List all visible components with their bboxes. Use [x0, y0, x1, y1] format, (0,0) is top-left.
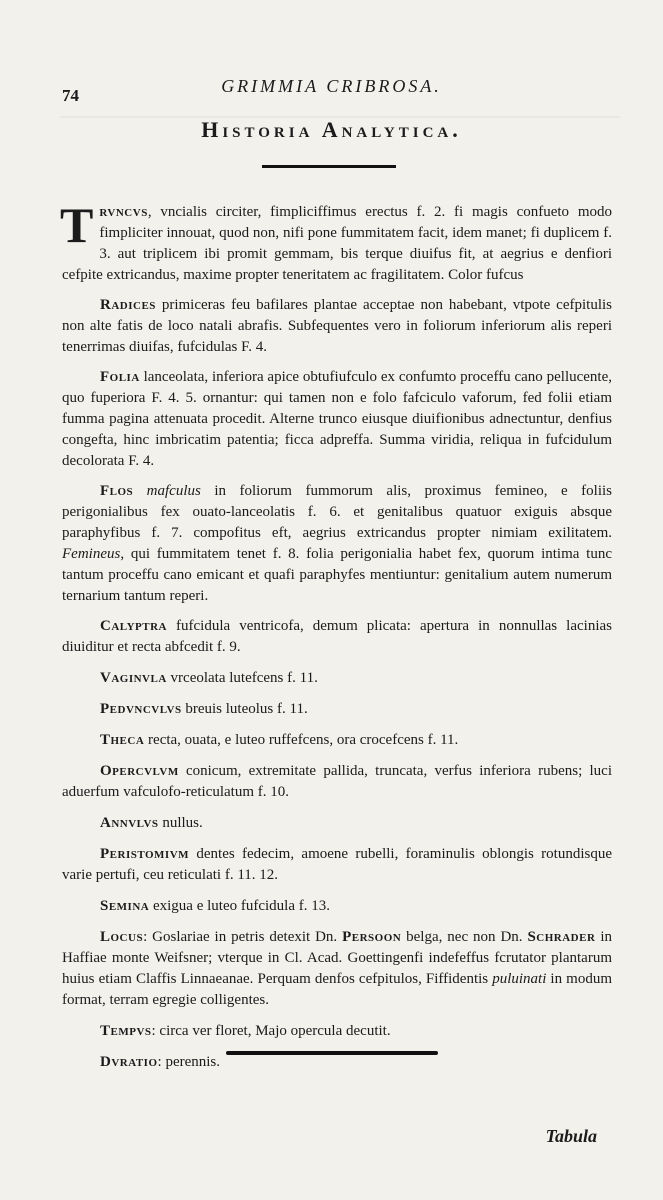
- paragraph-locus: [62, 927, 612, 1011]
- term-duratio: Dvratio: [100, 1054, 158, 1070]
- text-folia: lanceolata, inferiora apice obtufiufculo ex confumto proceffu cano pellucente, quo fuperiora F. 4. 5. ornantur: qui tamen non e folo fafciculo vaforum, fed folii etiam fumma pagina attenuata procedit. Alterne trunco eiusque diuifionibus adnectuntur, denfius congefta, hinc imbricatim patentia; ficca adpreffa. Summa viridia, reliqua in fufcidulum decolorata F. 4.: [62, 369, 612, 469]
- paragraph-vaginula: [62, 668, 612, 689]
- catchword: Tabula: [545, 1126, 597, 1146]
- text-flos-2: , qui fummitatem tenet f. 8. folia perigonialia habet fex, quorum intima tunc tantum proceffu cano emicant et quafi paraphyfes mentiuntur: genitalium autem numerum ternarium tantum reperi.: [62, 546, 612, 604]
- term-annulus: Annvlvs: [100, 815, 159, 831]
- term-truncus: rvncvs: [99, 204, 148, 220]
- text-pedunculus: breuis luteolus f. 11.: [181, 701, 308, 717]
- term-theca: Theca: [100, 732, 145, 748]
- text-theca: recta, ouata, e luteo ruffefcens, ora crocefcens f. 11.: [144, 732, 459, 748]
- text-vaginula: vrceolata lutefcens f. 11.: [166, 670, 318, 686]
- italic-femineus: Femineus: [62, 546, 121, 562]
- section-title: Historia Analytica.: [201, 117, 462, 142]
- title-rule: [262, 165, 396, 168]
- text-calyptra: fufcidula ventricofa, demum plicata: apertura in nonnullas lacinias diuiditur et recta abfcedit f. 9.: [62, 618, 612, 655]
- name-persoon: Persoon: [342, 929, 402, 945]
- term-radices: Radices: [100, 297, 156, 313]
- body-text: [60, 197, 612, 1073]
- paragraph-semina: [62, 896, 612, 917]
- text-tempus: : circa ver floret, Majo opercula decutit.: [151, 1023, 391, 1039]
- text-flos-1: in foliorum fummorum alis, proximus femineo, e foliis perigonialibus fex ouato-lanceolatis f. 6. et genitalibus quatuor exiguis absque paraphyfibus f. 7. compofitus eft, aegrius extricandus propter nimiam exilitatem.: [62, 483, 612, 541]
- paragraph-tempus: [62, 1021, 612, 1042]
- term-locus: Locus: [100, 929, 144, 945]
- text-truncus: , vncialis circiter, fimpliciffimus erectus f. 2. fi magis confueto modo fimpliciter innouat, quod non, nifi pone fummitatem facit, idem manet; fi duplicem f. 3. aut triplicem ibi promit gemmam, bis terque diuifus fit, at aegrius e denfiori cefpite extricandus, maxime propter teneritatem ac fragilitatem. Color fufcus: [62, 204, 612, 283]
- paragraph-operculum: [62, 761, 612, 803]
- italic-puluinati: puluinati: [492, 971, 547, 987]
- paragraph-peristomium: [62, 844, 612, 886]
- paragraph-theca: [62, 730, 612, 751]
- drop-cap: T: [60, 197, 94, 253]
- text-duratio: : perennis.: [157, 1054, 221, 1070]
- paragraph-pedunculus: [62, 699, 612, 720]
- paragraph-truncus: [60, 197, 612, 286]
- running-head: GRIMMIA CRIBROSA.: [221, 76, 442, 96]
- term-peristomium: Peristomivm: [100, 846, 190, 862]
- term-flos: Flos: [100, 483, 134, 499]
- paragraph-annulus: [62, 813, 612, 834]
- footer-rule: [226, 1051, 438, 1055]
- text-annulus: nullus.: [158, 815, 203, 831]
- term-operculum: Opercvlvm: [100, 763, 179, 779]
- paragraph-calyptra: [62, 616, 612, 658]
- term-tempus: Tempvs: [100, 1023, 152, 1039]
- italic-masculus: mafculus: [146, 483, 201, 499]
- page-number: 74: [62, 86, 79, 105]
- paragraph-folia: [62, 367, 612, 472]
- text-peristomium: dentes fedecim, amoene rubelli, foraminulis oblongis rotundisque varie pertufi, ceu reticulati f. 11. 12.: [62, 846, 612, 883]
- term-semina: Semina: [100, 898, 150, 914]
- text-locus-1: : Goslariae in petris detexit Dn.: [143, 929, 343, 945]
- paragraph-flos: [62, 481, 612, 607]
- paragraph-radices: [62, 295, 612, 358]
- term-folia: Folia: [100, 369, 140, 385]
- term-pedunculus: Pedvncvlvs: [100, 701, 182, 717]
- text-locus-3: in Haffiae monte Weifsner; vterque in Cl. Acad. Goettingenfi indefeffus fcrutator plantarum huius etiam Claffis Linnaeanae. Perquam denfos cefpitulos, Fiffidentis: [62, 929, 612, 987]
- text-semina: exigua e luteo fufcidula f. 13.: [149, 898, 331, 914]
- term-vaginula: Vaginvla: [100, 670, 167, 686]
- text-operculum: conicum, extremitate pallida, truncata, verfus inferiora rubens; luci aduerfum vafculofo-reticulatum f. 10.: [62, 763, 612, 800]
- text-locus-4: in modum format, terram egregie colligentes.: [62, 971, 612, 1008]
- paragraph-duratio: [62, 1052, 612, 1073]
- term-calyptra: Calyptra: [100, 618, 167, 634]
- text-locus-2: belga, nec non Dn.: [401, 929, 528, 945]
- text-radices: primiceras feu bafilares plantae acceptae non habebant, vtpote cefpitulis non alte fatis de loco natali abrafis. Subfequentes vero in foliorum inferiorum alis reperi tenerrimas diuifas, fufcidulas F. 4.: [62, 297, 612, 355]
- name-schrader: Schrader: [527, 929, 596, 945]
